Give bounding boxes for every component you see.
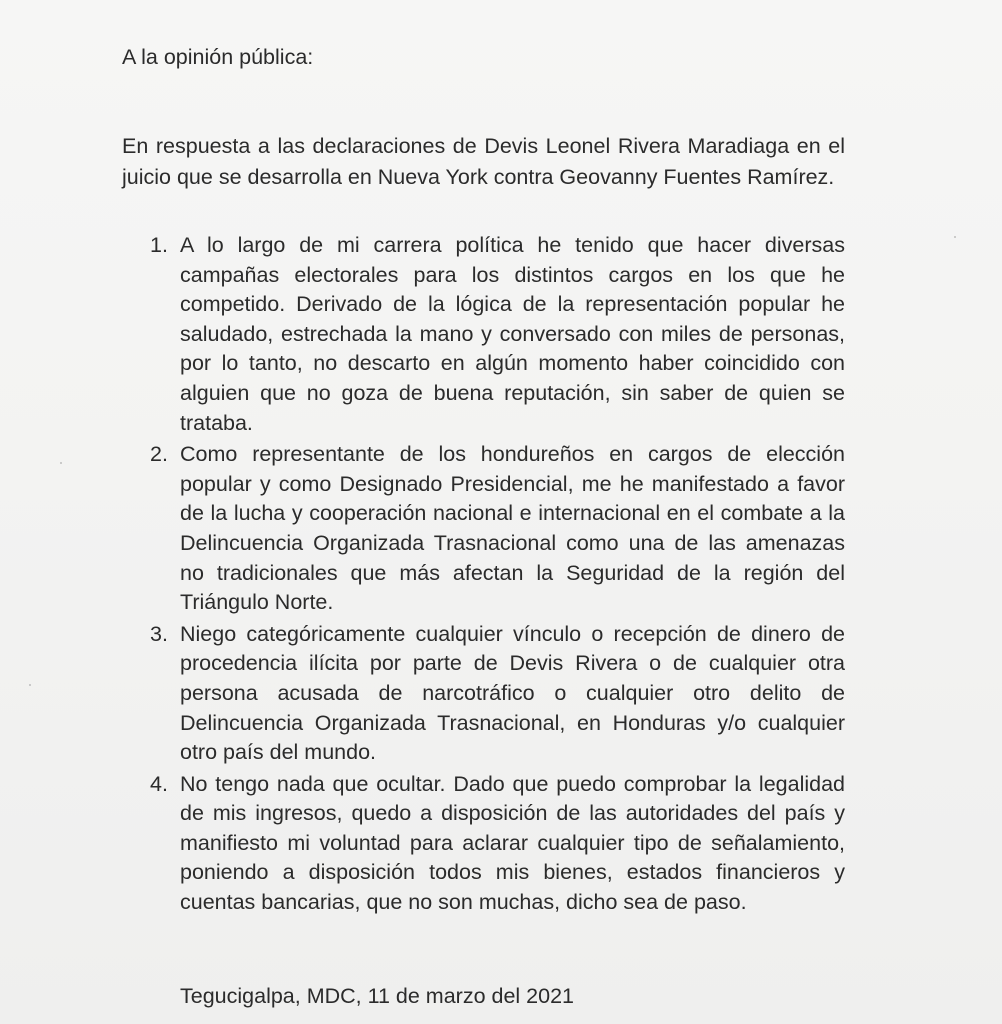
paper-speck: [954, 236, 956, 238]
intro-paragraph: En respuesta a las declaraciones de Devis Leonel Rivera Maradiaga en el juicio que se desarrolla en Nueva York contra Geovanny Fuentes Ramírez.: [122, 134, 845, 189]
statement-text: A lo largo de mi carrera política he tenido que hacer diversas campañas electorales para los distintos cargos en los que he competido. Derivado de la lógica de la representación popular he saludado, estrechada la mano y conversado con miles de personas, por lo tanto, no descarto en algún momento haber coincidido con alguien que no goza de buena reputación, sin saber de quien se trataba.: [180, 233, 845, 435]
statement-item-1: [122, 231, 845, 438]
paper-speck: [60, 462, 62, 464]
statement-number: 4.: [150, 771, 168, 796]
salutation: A la opinión pública:: [122, 45, 314, 69]
statement-number: 2.: [150, 442, 168, 467]
place-and-date: Tegucigalpa, MDC, 11 de marzo del 2021: [180, 984, 574, 1008]
statement-item-3: [122, 620, 845, 768]
statement-number: 1.: [150, 233, 168, 257]
paper-speck: [29, 684, 31, 686]
statement-list: [122, 231, 845, 920]
statement-text: Como representante de los hondureños en cargos de elección popular y como Designado Presidencial, me he manifestado a favor de la lucha y cooperación nacional e internacional en el combate a la Delincuencia Organizada Trasnacional como una de las amenazas no tradicionales que más afectan la Seguridad de la región del Triángulo Norte.: [180, 442, 845, 615]
statement-text: Niego categóricamente cualquier vínculo o recepción de dinero de procedencia ilícita por parte de Devis Rivera o de cualquier otra persona acusada de narcotráfico o cualquier otro delito de Delincuencia Organizada Trasnacional, en Honduras y/o cualquier otro país del mundo.: [180, 621, 845, 765]
statement-text: No tengo nada que ocultar. Dado que puedo comprobar la legalidad de mis ingresos, quedo a disposición de las autoridades del país y manifiesto mi voluntad para aclarar cualquier tipo de señalamiento, poniendo a disposición todos mis bienes, estados financieros y cuentas bancarias, que no son muchas, dicho sea de paso.: [180, 771, 845, 915]
statement-number: 3.: [150, 621, 168, 646]
statement-item-2: [122, 440, 845, 618]
statement-item-4: [122, 770, 845, 918]
